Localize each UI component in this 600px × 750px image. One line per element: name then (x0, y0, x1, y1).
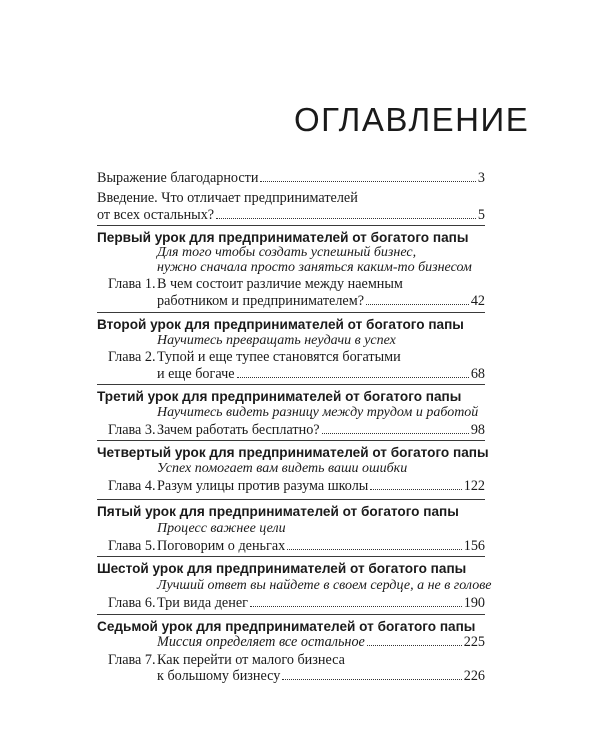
dot-leader (237, 377, 469, 378)
lesson-6-subtitle: Лучший ответ вы найдете в своем сердце, а не в голове (157, 578, 492, 593)
dot-leader (367, 645, 462, 646)
lesson-2-subtitle: Научитесь превращать неудачи в успех (157, 333, 396, 348)
chapter-6-label: Глава 6. (108, 595, 156, 611)
chapter-5-label: Глава 5. (108, 538, 156, 554)
chapter-2-label: Глава 2. (108, 349, 156, 365)
lesson-5-subtitle: Процесс важнее цели (157, 521, 286, 536)
section-divider (97, 384, 485, 385)
toc-entry-title: Разум улицы против разума школы (157, 478, 369, 494)
toc-entry-title: Три вида денег (157, 595, 248, 611)
page-title: ОГЛАВЛЕНИЕ (294, 101, 530, 138)
lesson-1-title[interactable]: Первый урок для предпринимателей от богатого папы (97, 230, 469, 245)
lesson-4-title[interactable]: Четвертый урок для предпринимателей от богатого папы (97, 445, 489, 460)
lesson-7-subtitle: Миссия определяет все остальное (157, 634, 365, 650)
lesson-5-title[interactable]: Пятый урок для предпринимателей от богатого папы (97, 504, 459, 519)
page-number: 190 (463, 595, 485, 611)
lesson-6-title[interactable]: Шестой урок для предпринимателей от богатого папы (97, 561, 467, 576)
toc-entry-title: работником и предпринимателем? (157, 293, 364, 309)
dot-leader (287, 549, 461, 550)
chapter-6-entry[interactable] (157, 595, 485, 612)
chapter-7-entry[interactable] (157, 668, 485, 685)
toc-entry-title: к большому бизнесу (157, 668, 281, 684)
page-number: 42 (470, 293, 485, 309)
toc-entry-intro-line1[interactable]: Введение. Что отличает предпринимателей (97, 190, 358, 206)
page-number: 122 (463, 478, 485, 494)
toc-entry-title: и еще богаче (157, 366, 235, 382)
chapter-4-label: Глава 4. (108, 478, 156, 494)
chapter-3-label: Глава 3. (108, 422, 156, 438)
lesson-4-subtitle: Успех помогает вам видеть ваши ошибки (157, 461, 408, 476)
toc-entry-title: Поговорим о деньгах (157, 538, 286, 554)
lesson-1-subtitle-line1: Для того чтобы создать успешный бизнес, (157, 245, 417, 260)
toc-entry-intro[interactable] (97, 207, 485, 224)
page-number: 226 (463, 668, 485, 684)
section-divider (97, 499, 485, 500)
dot-leader (216, 218, 476, 219)
chapter-1-title-line1[interactable]: В чем состоит различие между наемным (157, 276, 403, 292)
chapter-5-entry[interactable] (157, 538, 485, 555)
page-number: 98 (470, 422, 485, 438)
chapter-4-entry[interactable] (157, 478, 485, 495)
dot-leader (250, 606, 462, 607)
lesson-2-title[interactable]: Второй урок для предпринимателей от богатого папы (97, 317, 464, 332)
toc-entry-acknowledgements[interactable] (97, 170, 485, 187)
lesson-3-subtitle: Научитесь видеть разницу между трудом и работой (157, 405, 479, 420)
page-number: 3 (477, 170, 485, 186)
toc-entry-title: Выражение благодарности (97, 170, 259, 186)
chapter-7-title-line1[interactable]: Как перейти от малого бизнеса (157, 652, 345, 668)
chapter-1-label: Глава 1. (108, 276, 156, 292)
lesson-1-subtitle-line2: нужно сначала просто заняться каким-то бизнесом (157, 260, 472, 275)
chapter-2-title-line1[interactable]: Тупой и еще тупее становятся богатыми (157, 349, 401, 365)
toc-entry-title: Зачем работать бесплатно? (157, 422, 320, 438)
chapter-1-entry[interactable] (157, 293, 485, 310)
dot-leader (366, 304, 469, 305)
page-number: 5 (477, 207, 485, 223)
dot-leader (260, 181, 475, 182)
page-number: 68 (470, 366, 485, 382)
dot-leader (322, 433, 469, 434)
dot-leader (370, 489, 461, 490)
toc-entry-title: от всех остальных? (97, 207, 215, 223)
chapter-2-entry[interactable] (157, 366, 485, 383)
lesson-7-title[interactable]: Седьмой урок для предпринимателей от богатого папы (97, 619, 476, 634)
section-divider (97, 556, 485, 557)
lesson-3-title[interactable]: Третий урок для предпринимателей от богатого папы (97, 389, 462, 404)
chapter-7-label: Глава 7. (108, 652, 156, 668)
dot-leader (282, 679, 461, 680)
lesson-7-subtitle-entry[interactable] (157, 634, 485, 651)
page-number: 225 (463, 634, 485, 650)
chapter-3-entry[interactable] (157, 422, 485, 439)
section-divider (97, 312, 485, 313)
section-divider (97, 440, 485, 441)
section-divider (97, 614, 485, 615)
section-divider (97, 225, 485, 226)
page-number: 156 (463, 538, 485, 554)
